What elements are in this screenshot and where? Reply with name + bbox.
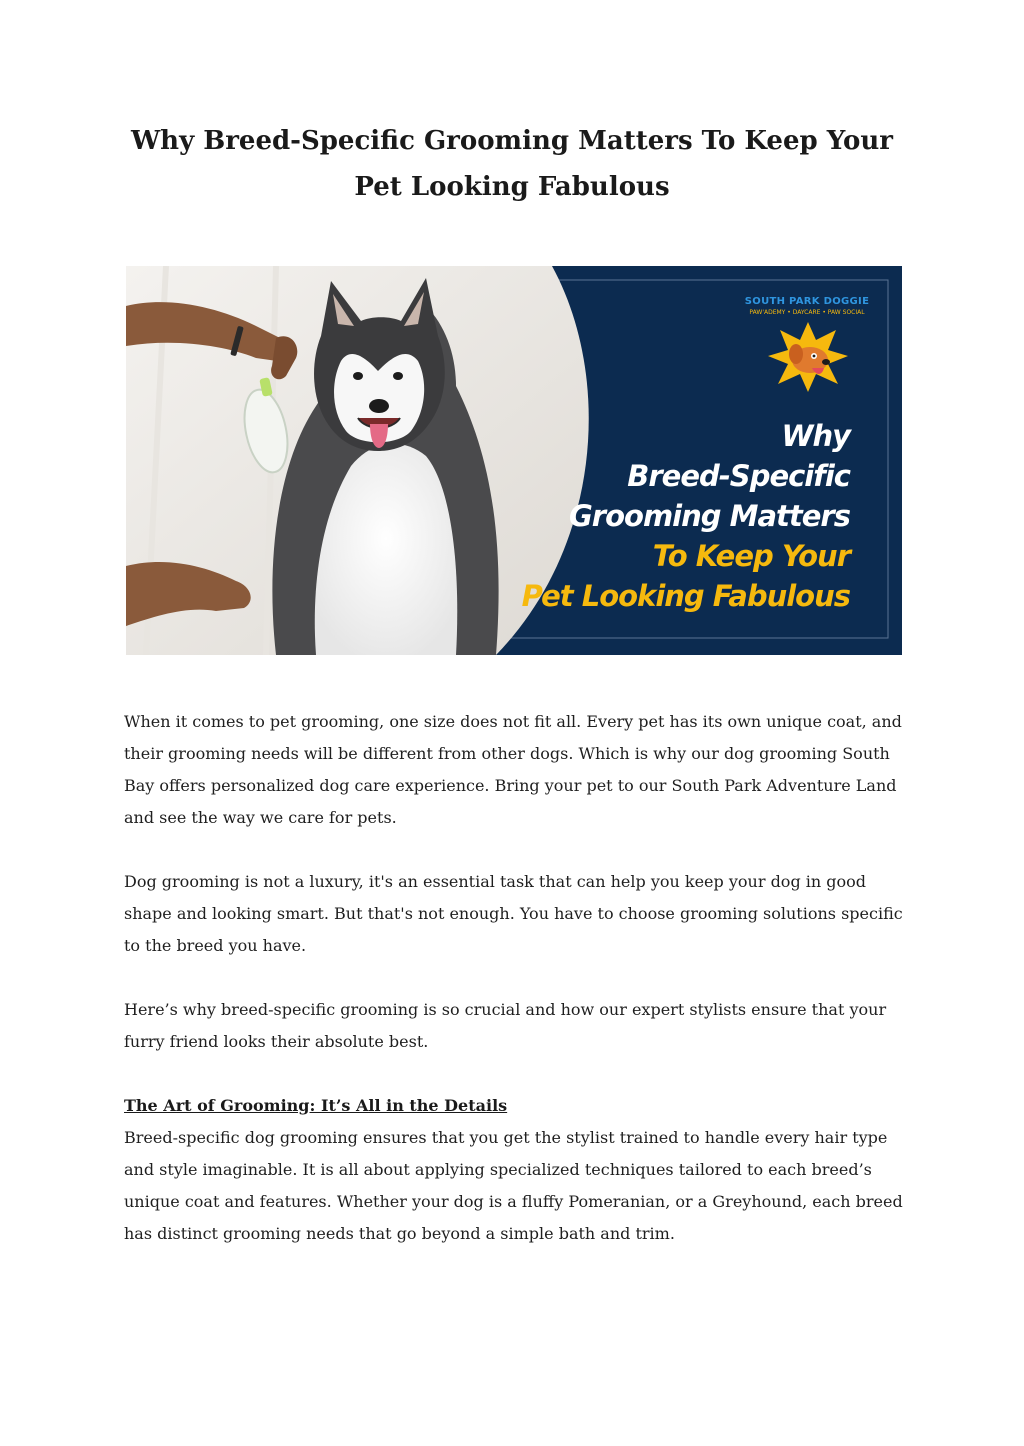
document-title: Why Breed-Specific Grooming Matters To Keep Your Pet Looking Fabulous	[130, 126, 893, 202]
body-paragraph: Here’s why breed-specific grooming is so crucial and how our expert stylists ensure that your furry friend looks their absolute best.	[124, 1000, 887, 1051]
article-body	[124, 706, 914, 1282]
dog-mascot-icon	[766, 320, 850, 394]
brand-logo	[730, 294, 880, 394]
banner-headline-line: Grooming Matters	[569, 499, 850, 533]
logo-name: SOUTH PARK DOGGIE	[744, 296, 870, 307]
banner-headline-line: Pet Looking Fabulous	[521, 579, 850, 613]
banner-headline-line: Why	[781, 419, 850, 453]
section-heading: The Art of Grooming: It’s All in the Details	[124, 1096, 508, 1115]
section-paragraph: Breed-specific dog grooming ensures that you get the stylist trained to handle every hair type and style imaginable. It is all about applying specialized techniques tailored to each breed’s unique coat and features. Whether your dog is a fluffy Pomeranian, or a Greyhound, each breed has distinct grooming needs that go beyond a simple bath and trim.	[124, 1128, 903, 1243]
banner-headline-line: Breed-Specific	[627, 459, 850, 493]
body-paragraph: Dog grooming is not a luxury, it's an essential task that can help you keep your dog in good shape and looking smart. But that's not enough. You have to choose grooming solutions specific to the breed you have.	[124, 872, 903, 955]
banner-headline	[430, 416, 850, 616]
logo-tagline: PAW'ADEMY • DAYCARE • PAW SOCIAL	[749, 309, 865, 316]
hero-banner	[126, 266, 902, 655]
body-paragraph: When it comes to pet grooming, one size does not fit all. Every pet has its own unique coat, and their grooming needs will be different from other dogs. Which is why our dog grooming South Bay offers personalized dog care experience. Bring your pet to our South Park Adventure Land and see the way we care for pets.	[124, 712, 902, 827]
banner-headline-line: To Keep Your	[652, 539, 850, 573]
